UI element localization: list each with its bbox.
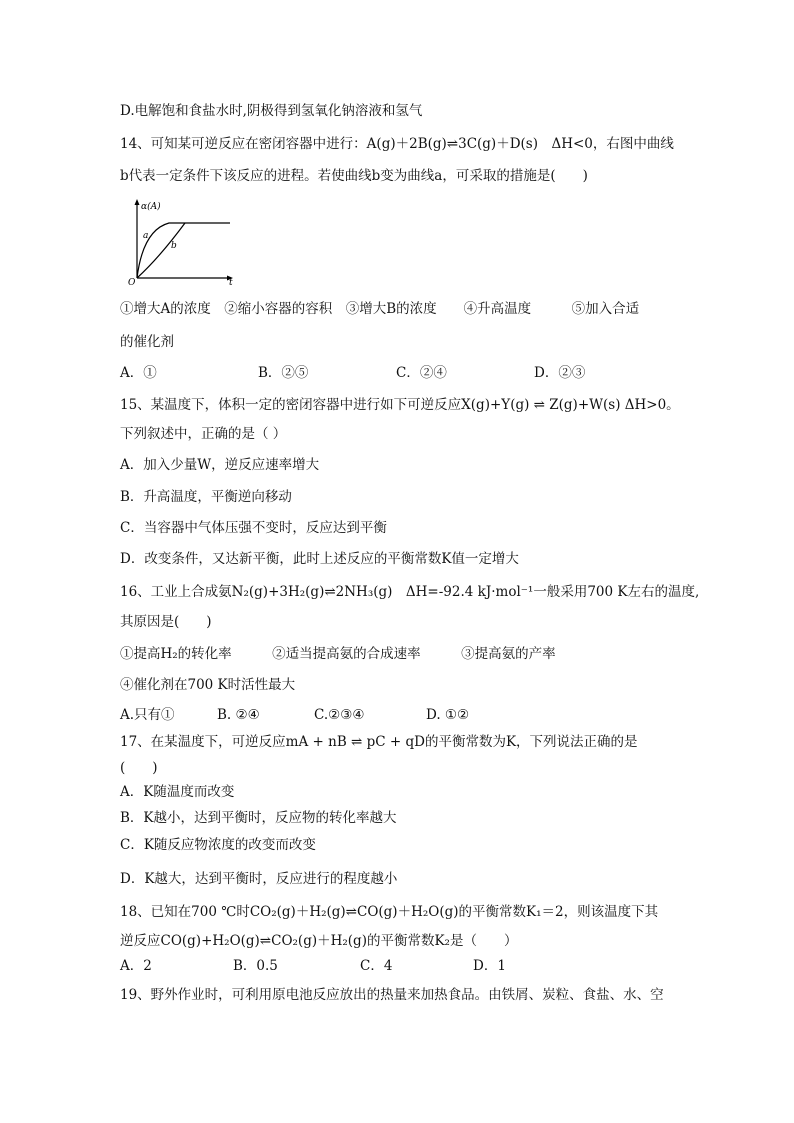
question-16-items: ①提高H₂的转化率 ②适当提高氨的合成速率 ③提高氨的产率	[120, 646, 556, 662]
question-19-stem: 19、野外作业时，可利用原电池反应放出的热量来加热食品。由铁屑、炭粒、食盐、水、空	[120, 987, 664, 1003]
question-18-stem-cont: 逆反应CO(g)+H₂O(g)⇌CO₂(g)＋H₂(g)的平衡常数K₂是（ ）	[120, 933, 518, 949]
question-15-stem-cont: 下列叙述中，正确的是（ ）	[120, 426, 287, 442]
option-14c: C．②④	[396, 365, 447, 381]
option-15c: C．当容器中气体压强不变时，反应达到平衡	[120, 520, 387, 536]
option-15d: D．改变条件，又达新平衡，此时上述反应的平衡常数K值一定增大	[120, 551, 519, 567]
curve-a	[137, 223, 230, 278]
curve-a-label: a	[143, 231, 149, 241]
question-17-stem-cont: ( )	[120, 760, 158, 776]
option-15b: B．升高温度，平衡逆向移动	[120, 489, 292, 505]
option-16d: D. ①②	[426, 707, 470, 723]
option-14a: A．①	[120, 365, 157, 381]
option-17a: A．K随温度而改变	[120, 784, 235, 800]
option-17d: D．K越大，达到平衡时，反应进行的程度越小	[120, 871, 398, 887]
option-14b: B．②⑤	[258, 365, 309, 381]
question-16-stem: 16、工业上合成氨N₂(g)+3H₂(g)⇌2NH₃(g) ΔH=-92.4 kJ·mol⁻¹一般采用700 K左右的温度,	[120, 584, 700, 600]
question-14-items: ①增大A的浓度 ②缩小容器的容积 ③增大B的浓度 ④升高温度 ⑤加入合适	[120, 301, 640, 317]
question-16-options	[120, 705, 680, 725]
y-axis-label: α(A)	[141, 202, 161, 212]
curve-b-label: b	[171, 241, 177, 251]
question-17-stem: 17、在某温度下，可逆反应mA + nB ⇌ pC + qD的平衡常数为K，下列说法正确的是	[120, 734, 638, 750]
option-18d: D．1	[473, 958, 506, 974]
option-14d: D．②③	[534, 365, 586, 381]
reaction-progress-graph	[125, 198, 240, 286]
option-16a: A.只有①	[120, 707, 175, 723]
y-axis-arrow	[135, 199, 140, 205]
origin-label: O	[128, 278, 136, 286]
option-18b: B．0.5	[233, 958, 278, 974]
option-18c: C．4	[360, 958, 393, 974]
question-18-stem: 18、已知在700 ℃时CO₂(g)＋H₂(g)⇌CO(g)＋H₂O(g)的平衡常数K₁＝2，则该温度下其	[120, 904, 659, 920]
option-16b: B. ②④	[217, 707, 260, 723]
option-17c: C．K随反应物浓度的改变而改变	[120, 837, 316, 853]
option-18a: A．2	[120, 958, 152, 974]
option-17b: B．K越小，达到平衡时，反应物的转化率越大	[120, 810, 397, 826]
question-14-options	[120, 363, 680, 383]
option-16c: C.②③④	[314, 707, 365, 723]
question-14-items-cont: 的催化剂	[120, 334, 174, 350]
x-axis-label: t	[229, 278, 233, 286]
option-15a: A．加入少量W，逆反应速率增大	[120, 457, 320, 473]
question-14-stem-cont: b代表一定条件下该反应的进程。若使曲线b变为曲线a，可采取的措施是( )	[120, 168, 588, 184]
question-16-stem-cont: 其原因是( )	[120, 614, 212, 630]
option-13d: D.电解饱和食盐水时,阴极得到氢氧化钠溶液和氢气	[120, 103, 423, 119]
question-16-items-cont: ④催化剂在700 K时活性最大	[120, 677, 296, 693]
question-14-stem: 14、可知某可逆反应在密闭容器中进行：A(g)＋2B(g)⇌3C(g)＋D(s) ΔH<0，右图中曲线	[120, 136, 674, 152]
question-18-options	[120, 956, 680, 976]
question-15-stem: 15、某温度下，体积一定的密闭容器中进行如下可逆反应X(g)+Y(g) ⇌ Z(g)+W(s) ΔH>0。	[120, 397, 680, 413]
